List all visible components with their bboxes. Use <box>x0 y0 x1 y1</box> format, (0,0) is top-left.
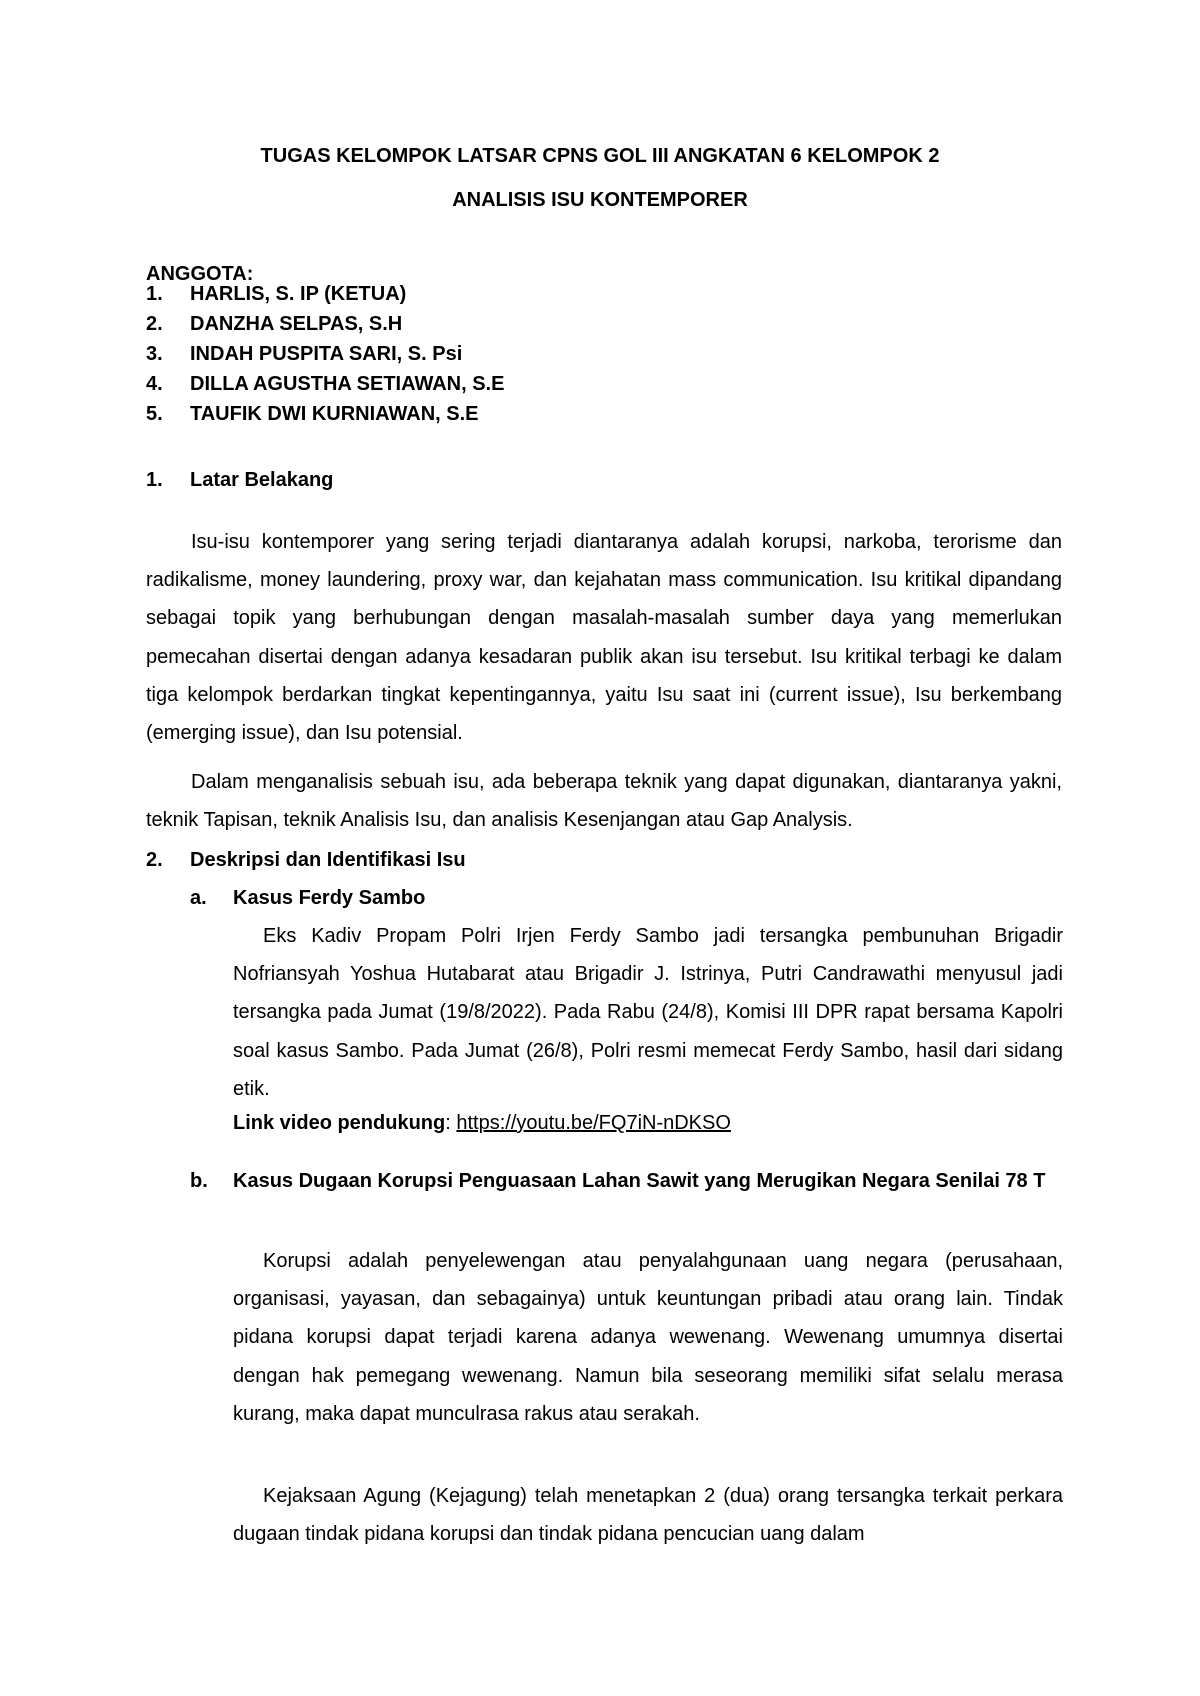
paragraph: Eks Kadiv Propam Polri Irjen Ferdy Sambo jadi tersangka pembunuhan Brigadir Nofriansyah Yoshua Hutabarat atau Brigadir J. Istrinya, Putri Candrawathi menyusul jadi tersangka pada Jumat (19/8/2022). Pada Rabu (24/8), Komisi III DPR rapat bersama Kapolri soal kasus Sambo. Pada Jumat (26/8), Polri resmi memecat Ferdy Sambo, hasil dari sidang etik. <box>233 925 1063 1100</box>
member-name: DANZHA SELPAS, S.H <box>190 313 403 335</box>
paragraph: Korupsi adalah penyelewengan atau penyalahgunaan uang negara (perusahaan, organisasi, yayasan, dan sebagainya) untuk keuntungan pribadi atau orang lain. Tindak pidana korupsi dapat terjadi karena adanya wewenang. Wewenang umumnya disertai dengan hak pemegang wewenang. Namun bila seseorang memiliki sifat selalu merasa kurang, maka dapat munculrasa rakus atau serakah. <box>233 1250 1063 1425</box>
member-name: INDAH PUSPITA SARI, S. Psi <box>190 343 463 365</box>
subsection-heading: Kasus Dugaan Korupsi Penguasaan Lahan Sawit yang Merugikan Negara Senilai 78 T <box>233 1170 1046 1192</box>
subsection-letter: b. <box>190 1170 208 1192</box>
member-number: 4. <box>146 373 163 395</box>
section-heading: Deskripsi dan Identifikasi Isu <box>190 849 466 871</box>
subsection-letter: a. <box>190 887 207 909</box>
member-name: HARLIS, S. IP (KETUA) <box>190 283 407 305</box>
document-title-line-1: TUGAS KELOMPOK LATSAR CPNS GOL III ANGKATAN 6 KELOMPOK 2 <box>260 145 940 167</box>
member-number: 1. <box>146 283 163 305</box>
link-label: Link video pendukung <box>233 1112 446 1134</box>
paragraph: Isu-isu kontemporer yang sering terjadi diantaranya adalah korupsi, narkoba, terorisme dan radikalisme, money laundering, proxy war, dan kejahatan mass communication. Isu kritikal dipandang sebagai topik yang berhubungan dengan masalah-masalah sumber daya yang memerlukan pemecahan disertai dengan adanya kesadaran publik akan isu tersebut. Isu kritikal terbagi ke dalam tiga kelompok berdarkan tingkat kepentingannya, yaitu Isu saat ini (current issue), Isu berkembang (emerging issue), dan Isu potensial. <box>146 531 1062 745</box>
section-number: 2. <box>146 849 163 871</box>
member-number: 3. <box>146 343 163 365</box>
paragraph: Kejaksaan Agung (Kejagung) telah menetapkan 2 (dua) orang tersangka terkait perkara dugaan tindak pidana korupsi dan tindak pidana pencucian uang dalam <box>233 1485 1063 1546</box>
section-number: 1. <box>146 469 163 491</box>
member-number: 2. <box>146 313 163 335</box>
members-label: ANGGOTA: <box>146 263 254 285</box>
link-separator: : <box>445 1112 457 1134</box>
video-link[interactable]: https://youtu.be/FQ7iN-nDKSO <box>456 1112 731 1134</box>
paragraph: Dalam menganalisis sebuah isu, ada beberapa teknik yang dapat digunakan, diantaranya yakni, teknik Tapisan, teknik Analisis Isu, dan analisis Kesenjangan atau Gap Analysis. <box>146 771 1062 832</box>
member-number: 5. <box>146 403 163 425</box>
section-heading: Latar Belakang <box>190 469 334 491</box>
member-name: TAUFIK DWI KURNIAWAN, S.E <box>190 403 479 425</box>
member-name: DILLA AGUSTHA SETIAWAN, S.E <box>190 373 505 395</box>
subsection-heading: Kasus Ferdy Sambo <box>233 887 426 909</box>
document-title-line-2: ANALISIS ISU KONTEMPORER <box>452 189 748 211</box>
supporting-video-link-line <box>233 1111 731 1135</box>
